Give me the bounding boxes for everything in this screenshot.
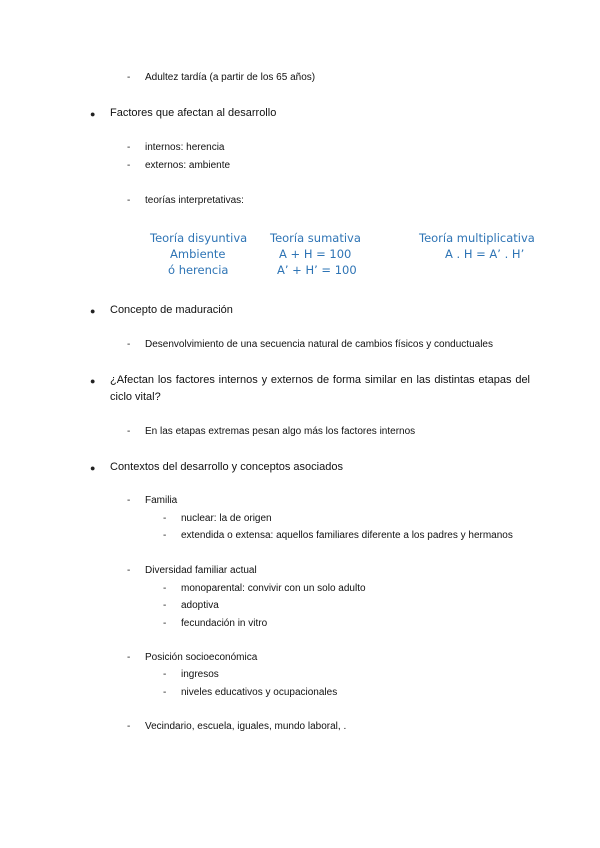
theory-disyuntiva-line2: ó herencia xyxy=(168,263,229,277)
bullet-marker: ● xyxy=(90,109,96,119)
dash-marker: - xyxy=(127,426,131,437)
list-item-externos: externos: ambiente xyxy=(145,160,231,171)
dash-marker: - xyxy=(127,721,131,732)
list-item-adultez: Adultez tardía (a partir de los 65 años) xyxy=(145,72,316,83)
sublist-item-niveles: niveles educativos y ocupacionales xyxy=(181,687,338,698)
dash-marker: - xyxy=(163,687,167,698)
bullet-marker: ● xyxy=(90,306,96,316)
sublist-item-ingresos: ingresos xyxy=(181,669,219,680)
sublist-item-fecundacion: fecundación in vitro xyxy=(181,618,268,629)
list-item-posicion: Posición socioeconómica xyxy=(145,652,258,663)
list-item-familia: Familia xyxy=(145,495,178,506)
list-item-desenvolvimiento: Desenvolvimiento de una secuencia natural de cambios físicos y conductuales xyxy=(145,339,493,350)
theory-multiplicativa-line1: A . H = A’ . H’ xyxy=(445,247,525,261)
theory-sumativa-title: Teoría sumativa xyxy=(270,231,361,245)
sublist-item-extendida: extendida o extensa: aquellos familiares diferente a los padres y hermanos xyxy=(181,530,513,541)
bullet-item-concepto: Concepto de maduración xyxy=(110,304,233,316)
dash-marker: - xyxy=(163,669,167,680)
dash-marker: - xyxy=(163,530,167,541)
bullet-marker: ● xyxy=(90,463,96,473)
bullet-item-contextos: Contextos del desarrollo y conceptos asociados xyxy=(110,461,343,473)
theory-multiplicativa-title: Teoría multiplicativa xyxy=(419,231,535,245)
sublist-item-adoptiva: adoptiva xyxy=(181,600,219,611)
list-item-vecindario: Vecindario, escuela, iguales, mundo laboral, . xyxy=(145,721,347,732)
dash-marker: - xyxy=(127,652,131,663)
bullet-item-factores: Factores que afectan al desarrollo xyxy=(110,107,277,119)
dash-marker: - xyxy=(127,495,131,506)
sublist-item-nuclear: nuclear: la de origen xyxy=(181,513,272,524)
bullet-marker: ● xyxy=(90,376,96,386)
dash-marker: - xyxy=(163,618,167,629)
dash-marker: - xyxy=(163,513,167,524)
bullet-item-pregunta: ¿Afectan los factores internos y externos de forma similar en las distintas etapas del ciclo vital? xyxy=(110,374,530,403)
dash-marker: - xyxy=(163,583,167,594)
list-item-diversidad: Diversidad familiar actual xyxy=(145,565,257,576)
dash-marker: - xyxy=(127,160,131,171)
dash-marker: - xyxy=(127,142,131,153)
theory-sumativa-line1: A + H = 100 xyxy=(279,247,352,261)
dash-marker: - xyxy=(127,339,131,350)
list-item-teorias: teorías interpretativas: xyxy=(145,195,244,206)
theory-disyuntiva-title: Teoría disyuntiva xyxy=(150,231,248,245)
sublist-item-monoparental: monoparental: convivir con un solo adulto xyxy=(181,583,366,594)
dash-marker: - xyxy=(127,565,131,576)
list-item-internos: internos: herencia xyxy=(145,142,225,153)
theory-disyuntiva-line1: Ambiente xyxy=(170,247,226,261)
dash-marker: - xyxy=(127,72,131,83)
dash-marker: - xyxy=(127,195,131,206)
theory-sumativa-line2: A’ + H’ = 100 xyxy=(277,263,357,277)
list-item-etapas: En las etapas extremas pesan algo más los factores internos xyxy=(145,426,416,437)
dash-marker: - xyxy=(163,600,167,611)
